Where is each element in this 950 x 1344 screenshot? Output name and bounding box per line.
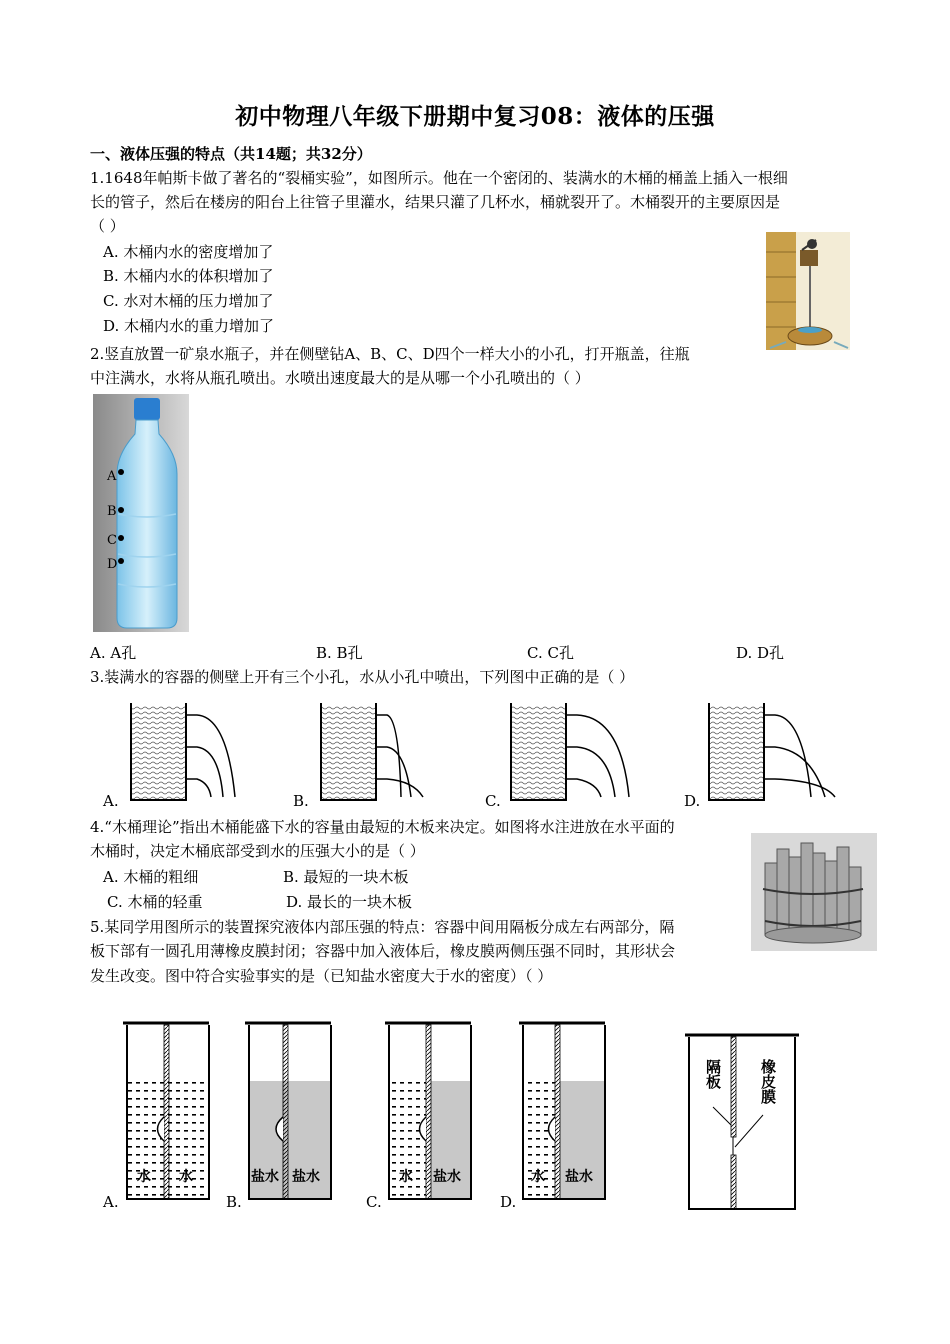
hole-c-label: C	[107, 533, 117, 548]
q5d-left-liquid: 水	[531, 1169, 545, 1185]
hole-a-label: A	[107, 469, 117, 484]
q3-label-d: D.	[684, 792, 701, 810]
q3-figures	[95, 695, 855, 807]
q1-option-d: D. 木桶内水的重力增加了	[103, 317, 275, 335]
q4-option-c: C. 木桶的轻重	[107, 893, 203, 911]
q3-figure-c	[511, 703, 629, 800]
partition-label: 隔板	[704, 1059, 722, 1089]
q2-line-1: 2.竖直放置一矿泉水瓶子，并在侧壁钻A、B、C、D四个一样大小的小孔，打开瓶盖，往瓶	[90, 345, 690, 363]
hole-a-dot	[118, 469, 124, 475]
q4-line-1: 4.“木桶理论”指出木桶能盛下水的容量由最短的木板来决定。如图将水注进放在水平面的	[90, 818, 675, 836]
bottle-figure	[93, 394, 189, 632]
q3-label-c: C.	[485, 792, 501, 810]
q1-line-3: （ ）	[90, 217, 125, 235]
hole-b-label: B	[107, 504, 117, 519]
q4-option-d: D. 最长的一块木板	[286, 893, 413, 911]
membrane-label: 橡皮膜	[759, 1059, 777, 1104]
q5d-right-liquid: 盐水	[565, 1169, 593, 1185]
wooden-bucket-figure	[751, 833, 877, 951]
q5-figure-c	[385, 1023, 471, 1199]
q5-line-3: 发生改变。图中符合实验事实的是（已知盐水密度大于水的密度）（ ）	[90, 967, 553, 985]
q5-line-1: 5.某同学用图所示的装置探究液体内部压强的特点：容器中间用隔板分成左右两部分，隔	[90, 918, 675, 936]
q2-option-a: A. A孔	[90, 644, 137, 662]
q5-label-a: A.	[103, 1193, 119, 1211]
q5c-left-liquid: 水	[399, 1169, 413, 1185]
hole-d-label: D	[107, 557, 118, 572]
hole-d-dot	[118, 558, 124, 564]
q1-line-1: 1.1648年帕斯卡做了著名的“裂桶实验”，如图所示。他在一个密闭的、装满水的木桶的桶盖上插入一根细	[90, 169, 788, 187]
q3-line: 3.装满水的容器的侧壁上开有三个小孔，水从小孔中喷出，下列图中正确的是（ ）	[90, 668, 635, 686]
q5a-right-liquid: 水	[179, 1169, 193, 1185]
q1-option-a: A. 木桶内水的密度增加了	[103, 243, 274, 261]
q5-label-c: C.	[366, 1193, 382, 1211]
q2-option-d: D. D孔	[736, 644, 785, 662]
q2-option-c: C. C孔	[527, 644, 574, 662]
q5-figures	[95, 1015, 815, 1215]
q3-figure-b	[321, 703, 423, 800]
q5-label-d: D.	[500, 1193, 517, 1211]
q5b-left-liquid: 盐水	[251, 1169, 279, 1185]
q1-option-b: B. 木桶内水的体积增加了	[103, 267, 274, 285]
q1-option-c: C. 水对木桶的压力增加了	[103, 292, 274, 310]
page-title: 初中物理八年级下册期中复习08：液体的压强	[235, 103, 715, 130]
q3-label-b: B.	[293, 792, 309, 810]
q2-line-2: 中注满水，水将从瓶孔喷出。水喷出速度最大的是从哪一个小孔喷出的（ ）	[90, 369, 590, 387]
q3-label-a: A.	[103, 792, 119, 810]
q5-figure-d	[519, 1023, 605, 1199]
q5-label-b: B.	[226, 1193, 242, 1211]
q1-line-2: 长的管子，然后在楼房的阳台上往管子里灌水，结果只灌了几杯水，桶就裂开了。木桶裂开的主要原因是	[90, 193, 781, 211]
q3-figure-a	[131, 703, 235, 800]
q3-figure-d	[709, 703, 835, 800]
q4-line-2: 木桶时，决定木桶底部受到水的压强大小的是（ ）	[90, 842, 425, 860]
q5b-right-liquid: 盐水	[292, 1169, 320, 1185]
hole-b-dot	[118, 507, 124, 513]
section-heading: 一、液体压强的特点（共14题；共32分）	[90, 145, 372, 163]
q5-figure-a	[123, 1023, 209, 1199]
q5-apparatus-diagram	[685, 1035, 799, 1209]
q2-option-b: B. B孔	[316, 644, 363, 662]
hole-c-dot	[118, 535, 124, 541]
q5-line-2: 板下部有一圆孔用薄橡皮膜封闭；容器中加入液体后，橡皮膜两侧压强不同时，其形状会	[90, 942, 676, 960]
q4-option-a: A. 木桶的粗细	[103, 868, 199, 886]
q5c-right-liquid: 盐水	[433, 1169, 461, 1185]
q5a-left-liquid: 水	[137, 1169, 151, 1185]
q5-figure-b	[245, 1023, 331, 1199]
barrel-experiment-figure	[766, 232, 850, 350]
q4-option-b: B. 最短的一块木板	[283, 868, 409, 886]
